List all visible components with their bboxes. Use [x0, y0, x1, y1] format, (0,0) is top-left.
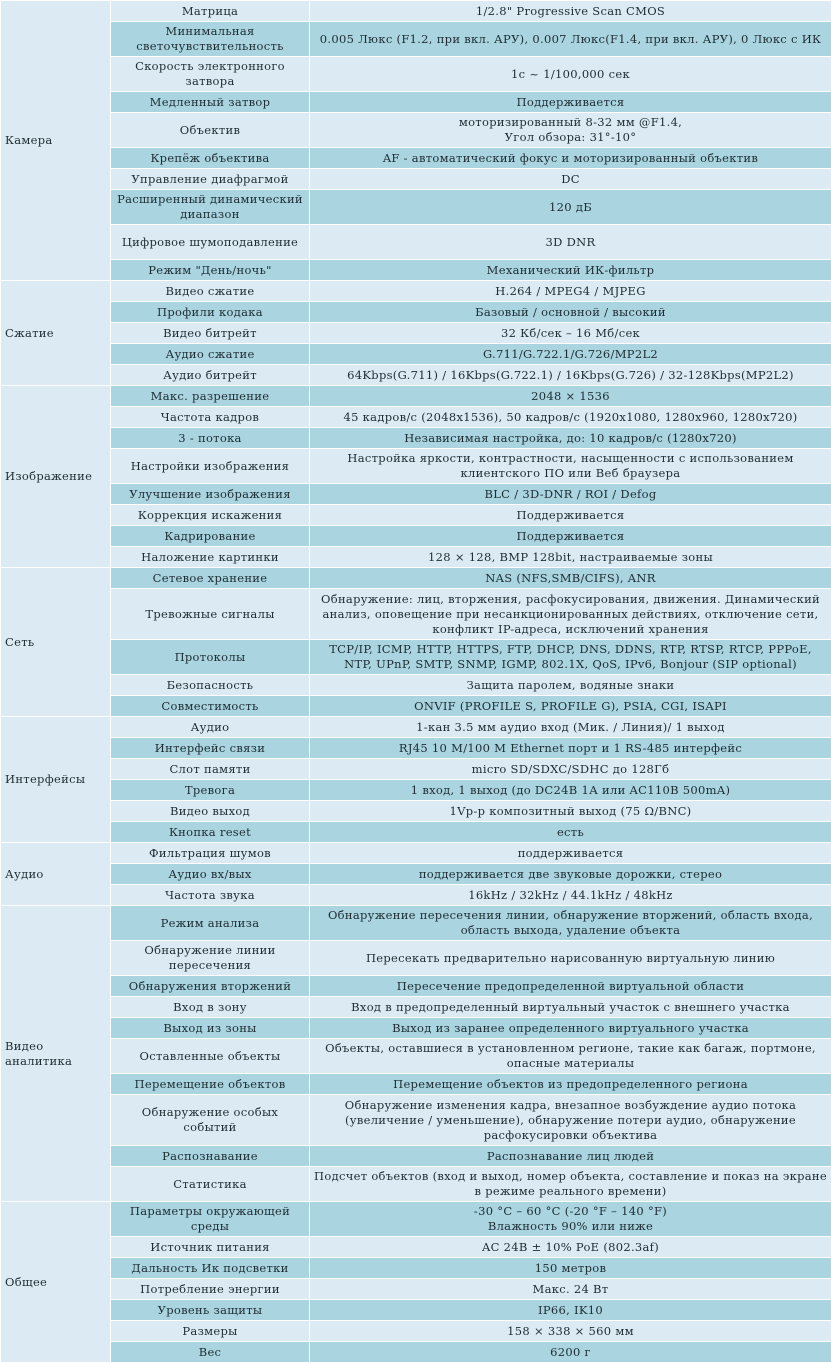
spec-label: Фильтрация шумов — [111, 843, 310, 864]
spec-row — [1, 976, 831, 997]
spec-value: 158 × 338 × 560 мм — [310, 1321, 831, 1342]
spec-value: Обнаружение пересечения линии, обнаружение вторжений, область входа, область выхода, удаление объекта — [310, 906, 831, 941]
spec-label: Обнаружение линии пересечения — [111, 941, 310, 976]
spec-value: H.264 / MPEG4 / MJPEG — [310, 281, 831, 302]
spec-row — [1, 843, 831, 864]
section-label: Общее — [1, 1202, 111, 1363]
spec-row — [1, 780, 831, 801]
spec-row — [1, 225, 831, 260]
spec-row — [1, 428, 831, 449]
spec-value: поддерживается две звуковые дорожки, стерео — [310, 864, 831, 885]
spec-label: Выход из зоны — [111, 1018, 310, 1039]
spec-row — [1, 801, 831, 822]
spec-label: Источник питания — [111, 1237, 310, 1258]
spec-value: 1с ~ 1/100,000 сек — [310, 57, 831, 92]
spec-label: Видео сжатие — [111, 281, 310, 302]
spec-value: Поддерживается — [310, 526, 831, 547]
spec-row — [1, 1321, 831, 1342]
section-label: Сжатие — [1, 281, 111, 386]
spec-label: Минимальная светочувствительность — [111, 22, 310, 57]
spec-label: Сетевое хранение — [111, 568, 310, 589]
spec-row — [1, 1039, 831, 1074]
spec-value: 2048 × 1536 — [310, 386, 831, 407]
spec-row — [1, 344, 831, 365]
spec-label: Обнаружения вторжений — [111, 976, 310, 997]
spec-value: NAS (NFS,SMB/CIFS), ANR — [310, 568, 831, 589]
spec-label: Распознавание — [111, 1146, 310, 1167]
spec-row — [1, 1342, 831, 1363]
spec-value: Подсчет объектов (вход и выход, номер объекта, составление и показ на экране в режиме реального времени) — [310, 1167, 831, 1202]
spec-row — [1, 675, 831, 696]
spec-row — [1, 1300, 831, 1321]
spec-label: Вес — [111, 1342, 310, 1363]
spec-row — [1, 640, 831, 675]
spec-label: Профили кодака — [111, 302, 310, 323]
spec-row — [1, 717, 831, 738]
spec-label: Цифровое шумоподавление — [111, 225, 310, 260]
spec-value: 1-кан 3.5 мм аудио вход (Мик. / Линия)/ 1 выход — [310, 717, 831, 738]
spec-row — [1, 547, 831, 568]
spec-row — [1, 885, 831, 906]
spec-label: Улучшение изображения — [111, 484, 310, 505]
spec-label: Совместимость — [111, 696, 310, 717]
spec-value: 150 метров — [310, 1258, 831, 1279]
spec-row — [1, 1146, 831, 1167]
spec-label: Уровень защиты — [111, 1300, 310, 1321]
spec-row — [1, 407, 831, 428]
spec-value: моторизированный 8-32 мм @F1.4, Угол обзора: 31°-10° — [310, 113, 831, 148]
spec-value: G.711/G.722.1/G.726/MP2L2 — [310, 344, 831, 365]
spec-label: Оставленные объекты — [111, 1039, 310, 1074]
spec-value: есть — [310, 822, 831, 843]
spec-value: 45 кадров/с (2048x1536), 50 кадров/с (1920x1080, 1280x960, 1280x720) — [310, 407, 831, 428]
spec-value: IP66, IK10 — [310, 1300, 831, 1321]
spec-row — [1, 738, 831, 759]
spec-row — [1, 57, 831, 92]
spec-row — [1, 169, 831, 190]
section-label: Сеть — [1, 568, 111, 717]
spec-label: Аудио — [111, 717, 310, 738]
spec-row — [1, 365, 831, 386]
spec-row — [1, 1074, 831, 1095]
spec-label: Настройки изображения — [111, 449, 310, 484]
spec-value: 1/2.8" Progressive Scan CMOS — [310, 1, 831, 22]
section-label: Интерфейсы — [1, 717, 111, 843]
spec-row — [1, 1018, 831, 1039]
spec-value: Поддерживается — [310, 92, 831, 113]
spec-label: Объектив — [111, 113, 310, 148]
spec-label: Наложение картинки — [111, 547, 310, 568]
spec-row — [1, 941, 831, 976]
spec-label: Размеры — [111, 1321, 310, 1342]
spec-row — [1, 906, 831, 941]
spec-row — [1, 1167, 831, 1202]
spec-row — [1, 1258, 831, 1279]
spec-row — [1, 589, 831, 640]
spec-value: BLC / 3D-DNR / ROI / Defog — [310, 484, 831, 505]
spec-value: Защита паролем, водяные знаки — [310, 675, 831, 696]
spec-row — [1, 1, 831, 22]
spec-value: AC 24В ± 10% PoE (802.3af) — [310, 1237, 831, 1258]
spec-value: DC — [310, 169, 831, 190]
section-label: Аудио — [1, 843, 111, 906]
spec-label: Коррекция искажения — [111, 505, 310, 526]
spec-label: Матрица — [111, 1, 310, 22]
spec-label: Потребление энергии — [111, 1279, 310, 1300]
spec-row — [1, 92, 831, 113]
section-label: Изображение — [1, 386, 111, 568]
spec-value: Перемещение объектов из предопределенного региона — [310, 1074, 831, 1095]
spec-label: Видео битрейт — [111, 323, 310, 344]
spec-label: Управление диафрагмой — [111, 169, 310, 190]
spec-table-body — [1, 1, 831, 1363]
spec-value: Настройка яркости, контрастности, насыщенности с использованием клиентского ПО или Веб браузера — [310, 449, 831, 484]
spec-value: Независимая настройка, до: 10 кадров/с (1280x720) — [310, 428, 831, 449]
spec-value: Выход из заранее определенного виртуального участка — [310, 1018, 831, 1039]
spec-label: 3 - потока — [111, 428, 310, 449]
spec-label: Тревожные сигналы — [111, 589, 310, 640]
spec-label: Скорость электронного затвора — [111, 57, 310, 92]
spec-value: 1 вход, 1 выход (до DC24В 1А или AC110В 500mA) — [310, 780, 831, 801]
spec-label: Аудио сжатие — [111, 344, 310, 365]
spec-row — [1, 281, 831, 302]
spec-value: Обнаружение: лиц, вторжения, расфокусирования, движения. Динамический анализ, оповещение при несанкционированных действиях, отключение сети, конфликт IP-адреса, исключений хранения — [310, 589, 831, 640]
spec-label: Кнопка reset — [111, 822, 310, 843]
spec-value: TCP/IP, ICMP, HTTP, HTTPS, FTP, DHCP, DNS, DDNS, RTP, RTSP, RTCP, PPPoE, NTP, UPnP, SMTP, SNMP, IGMP, 802.1X, QoS, IPv6, Bonjour (SIP optional) — [310, 640, 831, 675]
spec-label: Перемещение объектов — [111, 1074, 310, 1095]
spec-value: 6200 г — [310, 1342, 831, 1363]
spec-label: Частота звука — [111, 885, 310, 906]
spec-label: Параметры окружающей среды — [111, 1202, 310, 1237]
spec-value: -30 °C – 60 °C (-20 °F – 140 °F) Влажность 90% или ниже — [310, 1202, 831, 1237]
spec-row — [1, 864, 831, 885]
spec-label: Тревога — [111, 780, 310, 801]
spec-value: 64Kbps(G.711) / 16Kbps(G.722.1) / 16Kbps(G.726) / 32-128Kbps(MP2L2) — [310, 365, 831, 386]
spec-value: Пересекать предварительно нарисованную виртуальную линию — [310, 941, 831, 976]
spec-row — [1, 759, 831, 780]
spec-row — [1, 822, 831, 843]
spec-value: 1Vp-p композитный выход (75 Ω/BNC) — [310, 801, 831, 822]
spec-row — [1, 302, 831, 323]
spec-value: Вход в предопределенный виртуальный участок с внешнего участка — [310, 997, 831, 1018]
spec-label: Крепёж объектива — [111, 148, 310, 169]
section-label: Камера — [1, 1, 111, 281]
spec-value: поддерживается — [310, 843, 831, 864]
spec-row — [1, 148, 831, 169]
spec-row — [1, 484, 831, 505]
spec-label: Аудио битрейт — [111, 365, 310, 386]
spec-label: Режим "День/ночь" — [111, 260, 310, 281]
spec-value: Механический ИК-фильтр — [310, 260, 831, 281]
spec-label: Статистика — [111, 1167, 310, 1202]
spec-row — [1, 568, 831, 589]
spec-row — [1, 22, 831, 57]
spec-label: Протоколы — [111, 640, 310, 675]
spec-label: Дальность Ик подсветки — [111, 1258, 310, 1279]
spec-value: Базовый / основной / высокий — [310, 302, 831, 323]
spec-row — [1, 1237, 831, 1258]
spec-row — [1, 997, 831, 1018]
spec-row — [1, 505, 831, 526]
spec-value: Поддерживается — [310, 505, 831, 526]
spec-value: AF - автоматический фокус и моторизированный объектив — [310, 148, 831, 169]
spec-row — [1, 113, 831, 148]
spec-value: 0.005 Люкс (F1.2, при вкл. АРУ), 0.007 Люкс(F1.4, при вкл. АРУ), 0 Люкс с ИК — [310, 22, 831, 57]
spec-value: 128 × 128, BMP 128bit, настраиваемые зоны — [310, 547, 831, 568]
spec-row — [1, 190, 831, 225]
spec-row — [1, 1095, 831, 1146]
spec-row — [1, 449, 831, 484]
spec-value: 16kHz / 32kHz / 44.1kHz / 48kHz — [310, 885, 831, 906]
section-label: Видео аналитика — [1, 906, 111, 1202]
spec-value: Распознавание лиц людей — [310, 1146, 831, 1167]
spec-row — [1, 323, 831, 344]
spec-label: Медленный затвор — [111, 92, 310, 113]
spec-value: 120 дБ — [310, 190, 831, 225]
spec-label: Кадрирование — [111, 526, 310, 547]
spec-label: Частота кадров — [111, 407, 310, 428]
spec-label: Видео выход — [111, 801, 310, 822]
spec-label: Аудио вх/вых — [111, 864, 310, 885]
spec-value: 3D DNR — [310, 225, 831, 260]
spec-row — [1, 526, 831, 547]
spec-value: micro SD/SDXC/SDHC до 128Гб — [310, 759, 831, 780]
spec-row — [1, 386, 831, 407]
spec-value: ONVIF (PROFILE S, PROFILE G), PSIA, CGI, ISAPI — [310, 696, 831, 717]
spec-value: Обнаружение изменения кадра, внезапное возбуждение аудио потока (увеличение / уменьшение), обнаружение потери аудио, обнаружение расфокусировки объектива — [310, 1095, 831, 1146]
spec-value: 32 Кб/сек – 16 Мб/сек — [310, 323, 831, 344]
spec-label: Интерфейс связи — [111, 738, 310, 759]
spec-label: Расширенный динамический диапазон — [111, 190, 310, 225]
spec-value: Пересечение предопределенной виртуальной области — [310, 976, 831, 997]
spec-label: Слот памяти — [111, 759, 310, 780]
spec-row — [1, 696, 831, 717]
spec-row — [1, 260, 831, 281]
spec-label: Режим анализа — [111, 906, 310, 941]
spec-row — [1, 1279, 831, 1300]
spec-label: Вход в зону — [111, 997, 310, 1018]
spec-label: Обнаружение особых событий — [111, 1095, 310, 1146]
spec-label: Макс. разрешение — [111, 386, 310, 407]
spec-value: RJ45 10 M/100 M Ethernet порт и 1 RS-485 интерфейс — [310, 738, 831, 759]
spec-row — [1, 1202, 831, 1237]
spec-value: Макс. 24 Вт — [310, 1279, 831, 1300]
spec-value: Объекты, оставшиеся в установленном регионе, такие как багаж, портмоне, опасные материалы — [310, 1039, 831, 1074]
spec-label: Безопасность — [111, 675, 310, 696]
